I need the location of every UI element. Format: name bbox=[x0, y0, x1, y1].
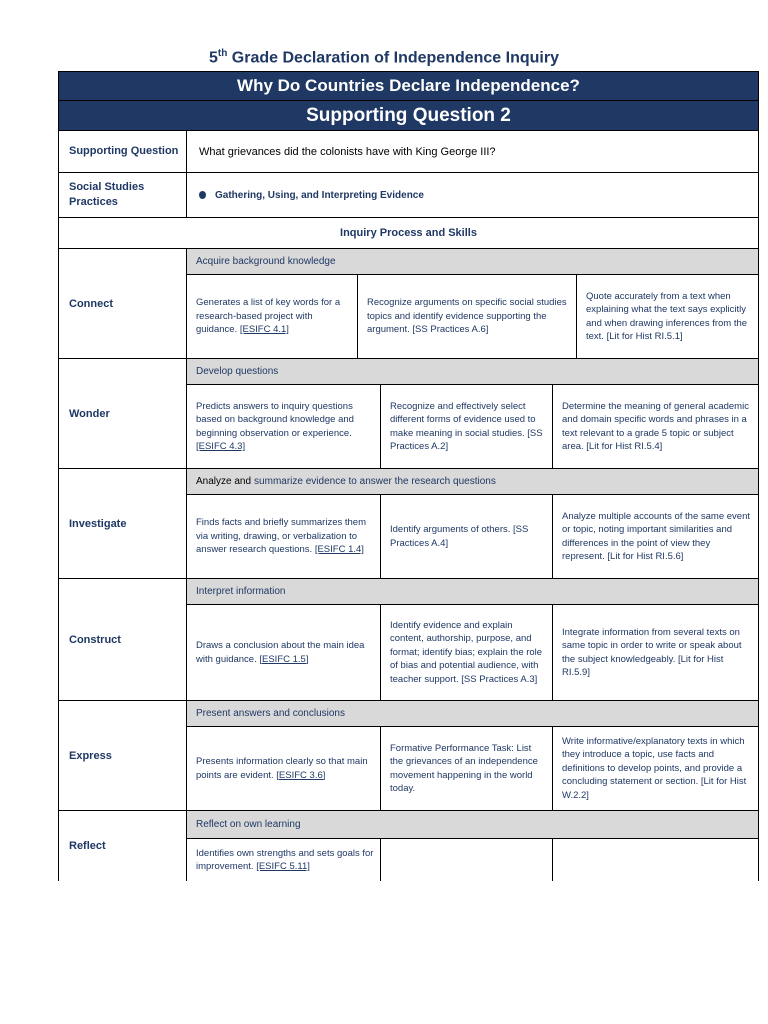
cell-body-text: Integrate information from several texts on same topic in order to write or speak about the subject knowledgeably. [Lit for Hist RI.5.9] bbox=[562, 626, 742, 678]
cell-body-text: Formative Performance Task: List the grievances of an independence movement happening in the world today. bbox=[390, 742, 538, 794]
practices-value-cell bbox=[187, 173, 758, 217]
cell-body-text: Finds facts and briefly summarizes them via writing, drawing, or verbalization to answer research questions. bbox=[196, 517, 367, 556]
cell-text bbox=[390, 619, 546, 686]
cell-body-text: Write informative/explanatory texts in which they introduce a topic, use facts and definitions to develop points, and provide a concluding statement or section. [Lit for Hist W.2.2] bbox=[562, 735, 747, 801]
wonder-cell-2 bbox=[381, 385, 553, 469]
subheading-investigate bbox=[187, 469, 758, 495]
cell-text bbox=[196, 400, 374, 454]
subheading-text: Interpret information bbox=[196, 586, 286, 597]
construct-cell-3 bbox=[553, 605, 758, 701]
standard-link[interactable]: [ESIFC 1.4] bbox=[314, 544, 364, 556]
subheading-connect bbox=[187, 249, 758, 275]
document-title bbox=[0, 48, 768, 67]
subheading-wonder bbox=[187, 359, 758, 385]
cell-body-text: Draws a conclusion about the main idea with guidance. bbox=[196, 640, 365, 665]
cell-body-text: Identify arguments of others. [SS Practices A.4] bbox=[390, 524, 529, 549]
subheading-express bbox=[187, 701, 758, 727]
title-rest: Grade Declaration of Independence Inquiry bbox=[227, 49, 559, 67]
cell-body-text: Generates a list of key words for a research-based project with guidance. bbox=[196, 297, 341, 336]
investigate-cell-3 bbox=[553, 495, 758, 579]
cell-body-text: Recognize arguments on specific social studies topics and identify evidence supporting the argument. [SS Practices A.6] bbox=[367, 297, 567, 336]
section-label-express: Express bbox=[59, 701, 187, 811]
cell-text bbox=[196, 296, 351, 336]
title-prefix: 5 bbox=[209, 49, 218, 67]
practices-label: Social Studies Practices bbox=[59, 173, 187, 217]
subheading-text: summarize evidence to answer the research questions bbox=[254, 476, 496, 487]
supporting-question-row bbox=[59, 131, 758, 173]
supporting-question-header: Supporting Question 2 bbox=[58, 100, 759, 131]
title-superscript: th bbox=[217, 48, 228, 59]
practices-row bbox=[59, 173, 758, 218]
supporting-question-value: What grievances did the colonists have with King George III? bbox=[199, 145, 496, 158]
cell-text bbox=[562, 626, 752, 680]
subheading-reflect bbox=[187, 811, 758, 839]
cell-text bbox=[196, 516, 374, 556]
standard-link[interactable]: [ESIFC 4.3] bbox=[196, 440, 246, 452]
cell-text bbox=[196, 639, 374, 666]
cell-body-text: Identifies own strengths and sets goals for improvement. bbox=[196, 847, 374, 872]
section-label-wonder: Wonder bbox=[59, 359, 187, 469]
cell-body-text: Presents information clearly so that main points are evident. bbox=[196, 756, 368, 781]
construct-cell-1 bbox=[187, 605, 381, 701]
wonder-cell-3 bbox=[553, 385, 758, 469]
compelling-question-header: Why Do Countries Declare Independence? bbox=[58, 71, 759, 101]
cell-text bbox=[586, 290, 752, 344]
section-label-connect: Connect bbox=[59, 249, 187, 359]
subheading-text: Present answers and conclusions bbox=[196, 708, 345, 719]
subheading-prefix: Analyze and bbox=[196, 476, 252, 487]
section-label-construct: Construct bbox=[59, 579, 187, 701]
bullet-icon bbox=[199, 191, 206, 199]
cell-text bbox=[196, 847, 374, 874]
section-label-reflect: Reflect bbox=[59, 811, 187, 881]
connect-cell-2 bbox=[358, 275, 577, 359]
subheading-text: Develop questions bbox=[196, 366, 279, 377]
reflect-cell-3 bbox=[553, 839, 758, 881]
reflect-cell-2 bbox=[381, 839, 553, 881]
inquiry-table bbox=[58, 71, 759, 881]
wonder-cell-1 bbox=[187, 385, 381, 469]
connect-cell-1 bbox=[187, 275, 358, 359]
cell-text bbox=[390, 742, 546, 796]
standard-link[interactable]: [ESIFC 5.11] bbox=[256, 861, 310, 872]
cell-text bbox=[562, 510, 752, 564]
cell-body-text: Recognize and effectively select different forms of evidence used to make meaning in social studies. [SS Practices A.2] bbox=[390, 400, 543, 452]
subheading-construct bbox=[187, 579, 758, 605]
cell-text bbox=[367, 296, 570, 336]
standard-link[interactable]: [ESIFC 4.1] bbox=[239, 324, 289, 336]
reflect-cell-1 bbox=[187, 839, 381, 881]
inquiry-process-title: Inquiry Process and Skills bbox=[59, 218, 758, 249]
section-label-investigate: Investigate bbox=[59, 469, 187, 579]
standard-link[interactable]: [ESIFC 3.6] bbox=[276, 769, 326, 781]
cell-body-text: Identify evidence and explain content, authorship, purpose, and format; identify bias; explain the role of bias and potential audience, with teacher support. [SS Practices A.3] bbox=[390, 619, 543, 685]
cell-text bbox=[562, 735, 752, 802]
supporting-question-label: Supporting Question bbox=[59, 131, 187, 172]
cell-body-text: Determine the meaning of general academic and domain specific words and phrases in a text relevant to a grade 5 topic or subject area. [Lit for Hist RI.5.4] bbox=[562, 400, 749, 452]
cell-text bbox=[390, 523, 546, 550]
practice-text: Gathering, Using, and Interpreting Evidence bbox=[215, 189, 424, 201]
cell-text bbox=[390, 400, 546, 454]
cell-body-text: Predicts answers to inquiry questions based on background knowledge and beginning observation or experience. bbox=[196, 400, 354, 439]
investigate-cell-1 bbox=[187, 495, 381, 579]
connect-cell-3 bbox=[577, 275, 758, 359]
express-cell-3 bbox=[553, 727, 758, 811]
standard-link[interactable]: [ESIFC 1.5] bbox=[259, 653, 309, 665]
cell-body-text: Quote accurately from a text when explaining what the text says explicitly and when drawing inferences from the text. [Lit for Hist RI.5.1] bbox=[586, 290, 748, 342]
cell-body-text: Analyze multiple accounts of the same event or topic, noting important similarities and differences in the point of view they represent. [Lit for Hist RI.5.6] bbox=[562, 510, 750, 562]
express-cell-2 bbox=[381, 727, 553, 811]
construct-cell-2 bbox=[381, 605, 553, 701]
cell-text bbox=[562, 400, 752, 454]
subheading-text: Acquire background knowledge bbox=[196, 256, 336, 267]
cell-text bbox=[196, 755, 374, 782]
express-cell-1 bbox=[187, 727, 381, 811]
investigate-cell-2 bbox=[381, 495, 553, 579]
subheading-text: Reflect on own learning bbox=[196, 819, 301, 830]
